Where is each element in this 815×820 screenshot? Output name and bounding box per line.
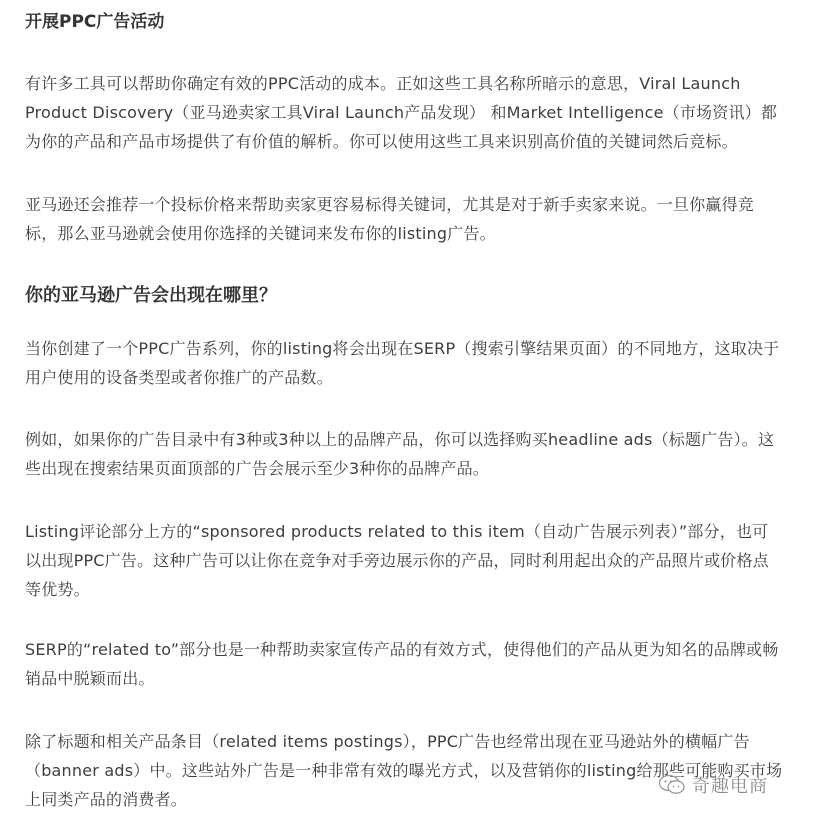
paragraph-related-to: SERP的“related to”部分也是一种帮助卖家宣传产品的有效方式，使得他们的产品从更为知名的品牌或畅销品中脱颖而出。 (25, 640, 779, 688)
paragraph-ppc-tools: 有许多工具可以帮助你确定有效的PPC活动的成本。正如这些工具名称所暗示的意思，Viral Launch Product Discovery（亚马逊卖家工具Viral Launch产品发现） 和Market Intelligence（市场资讯）都为你的产品和产品市场提供了有价值的解析。你可以使用这些工具来识别高价值的关键词然后竞标。 (25, 74, 778, 151)
paragraph-sponsored-products: Listing评论部分上方的“sponsored products related to this item（自动广告展示列表）”部分，也可以出现PPC广告。这种广告可以让你在竞争对手旁边展示你的产品，同时利用起出众的产品照片或价格点等优势。 (25, 522, 769, 599)
wechat-icon (658, 773, 686, 797)
section-heading-ppc: 开展PPC广告活动 (25, 12, 165, 32)
section-heading-ad-placement: 你的亚马逊广告会出现在哪里？ (25, 285, 277, 306)
paragraph-headline-ads: 例如，如果你的广告目录中有3种或3种以上的品牌产品，你可以选择购买headline ads（标题广告）。这些出现在搜索结果页面顶部的广告会展示至少3种你的品牌产品。 (25, 430, 775, 478)
paragraph-banner-ads: 除了标题和相关产品条目（related items postings），PPC广告也经常出现在亚马逊站外的横幅广告（banner ads）中。这些站外广告是一种非常有效的曝光方式，以及营销你的listing给那些可能购买市场上同类产品的消费者。 (25, 732, 783, 809)
paragraph-serp: 当你创建了一个PPC广告系列，你的listing将会出现在SERP（搜索引擎结果页面）的不同地方，这取决于用户使用的设备类型或者你推广的产品数。 (25, 339, 780, 387)
watermark (658, 770, 768, 800)
paragraph-bid-price: 亚马逊还会推荐一个投标价格来帮助卖家更容易标得关键词，尤其是对于新手卖家来说。一旦你赢得竞标，那么亚马逊就会使用你选择的关键词来发布你的listing广告。 (25, 195, 755, 243)
watermark-text: 奇趣电商 (692, 776, 768, 797)
